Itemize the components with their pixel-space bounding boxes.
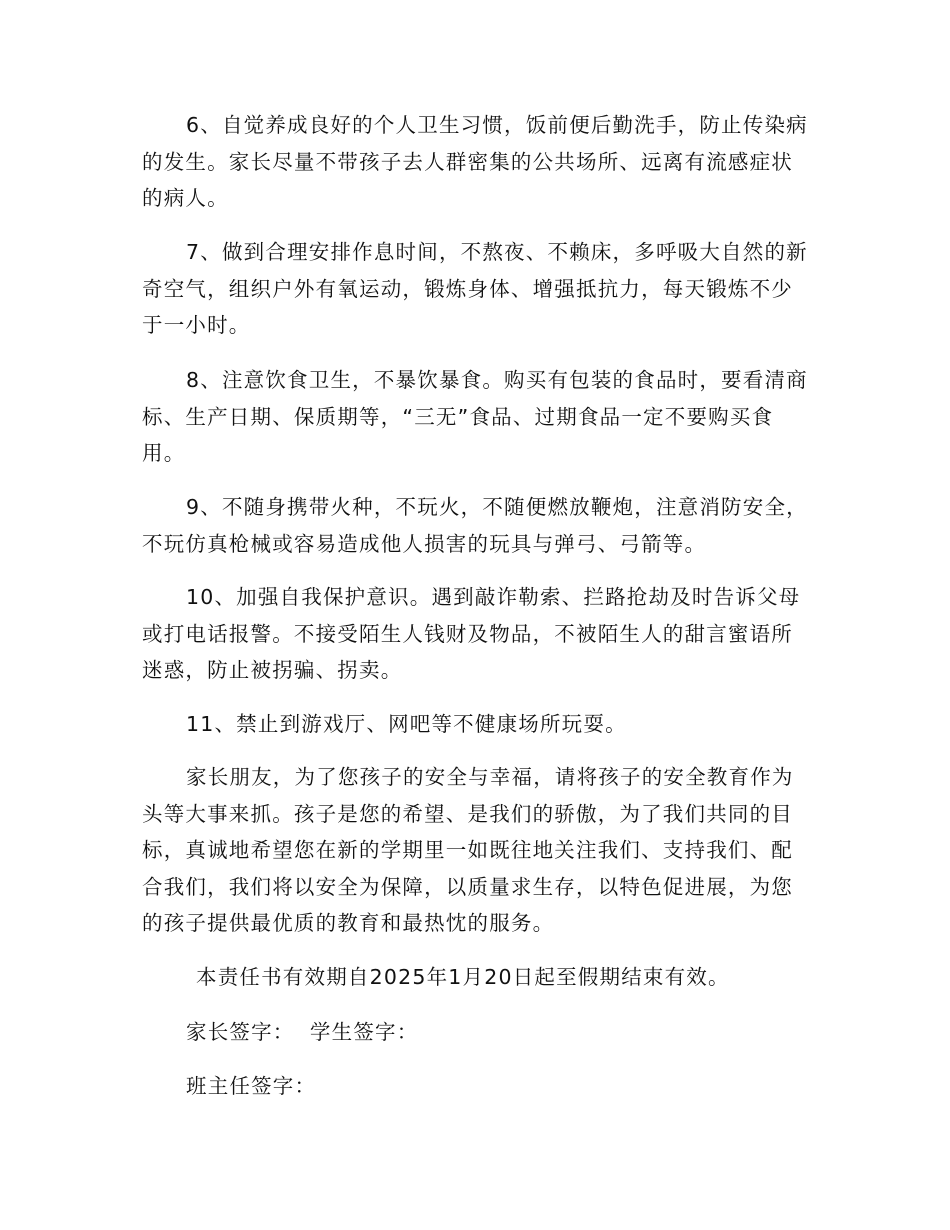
parent-student-signature-line: 家长签字： 学生签字： <box>186 1020 419 1044</box>
paragraph-item-8: 8、注意饮食卫生，不暴饮暴食。购买有包装的食品时，要看清商标、生产日期、保质期等，“三无”食品、过期食品一定不要购买食用。 <box>142 368 808 466</box>
paragraph-item-11: 11、禁止到游戏厅、网吧等不健康场所玩耍。 <box>186 712 627 736</box>
paragraph-item-6: 6、自觉养成良好的个人卫生习惯，饭前便后勤洗手，防止传染病的发生。家长尽量不带孩子去人群密集的公共场所、远离有流感症状的病人。 <box>142 113 808 211</box>
head-teacher-signature-line: 班主任签字： <box>186 1074 317 1098</box>
paragraph-item-7: 7、做到合理安排作息时间，不熬夜、不赖床，多呼吸大自然的新奇空气，组织户外有氧运动，锻炼身体、增强抵抗力，每天锻炼不少于一小时。 <box>142 240 808 338</box>
paragraph-item-9: 9、不随身携带火种，不玩火，不随便燃放鞭炮，注意消防安全，不玩仿真枪械或容易造成他人损害的玩具与弹弓、弓箭等。 <box>142 495 808 556</box>
paragraph-item-10: 10、加强自我保护意识。遇到敲诈勒索、拦路抢劫及时告诉父母或打电话报警。不接受陌生人钱财及物品，不被陌生人的甜言蜜语所迷惑，防止被拐骗、拐卖。 <box>142 585 801 683</box>
closing-paragraph: 家长朋友，为了您孩子的安全与幸福，请将孩子的安全教育作为头等大事来抓。孩子是您的希望、是我们的骄傲，为了我们共同的目标，真诚地希望您在新的学期里一如既往地关注我们、支持我们、配合我们，我们将以安全为保障，以质量求生存，以特色促进展，为您的孩子提供最优质的教育和最热忱的服务。 <box>142 765 794 936</box>
validity-statement: 本责任书有效期自2025年1月20日起至假期结束有效。 <box>196 965 730 989</box>
